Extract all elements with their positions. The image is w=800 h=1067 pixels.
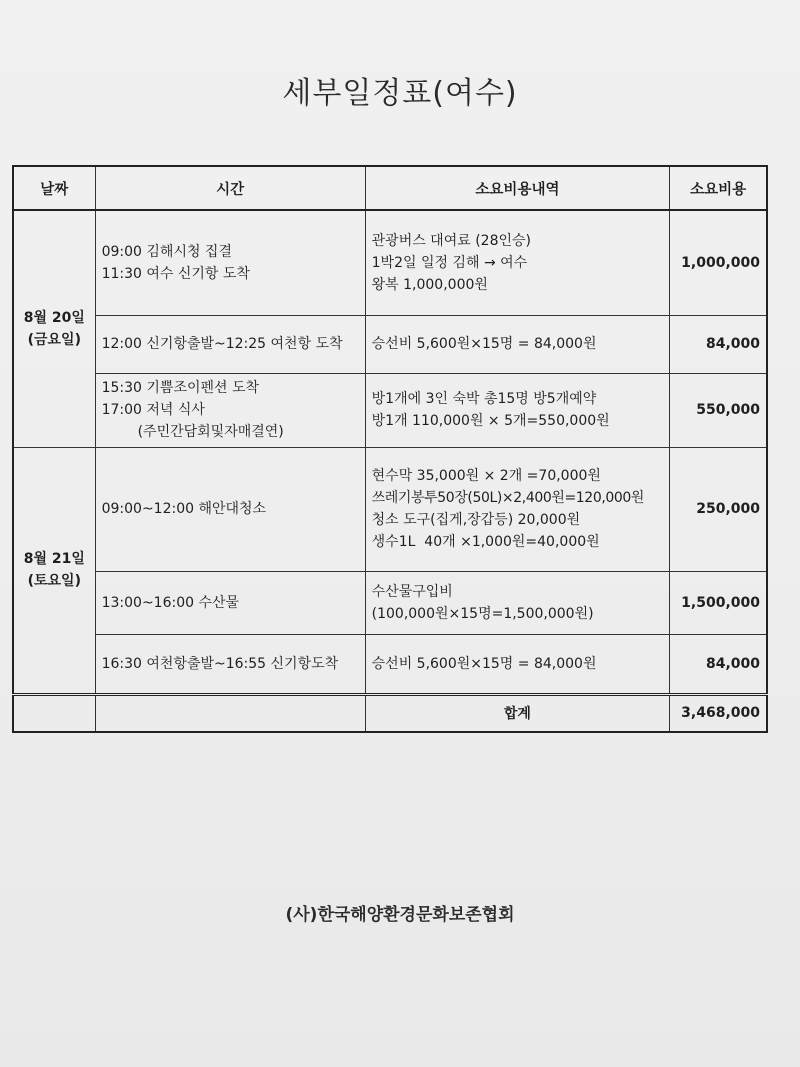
time-line: 11:30 여수 신기항 도착 [101, 265, 250, 282]
cost-line: 방1개에 3인 숙박 총15명 방5개예약 [371, 391, 597, 407]
time-line: 13:00~16:00 수산물 [101, 594, 240, 611]
time-cell [95, 447, 365, 571]
cost-detail-cell [365, 210, 670, 315]
header-time: 시간 [95, 166, 365, 210]
time-cell [95, 210, 365, 315]
table-row [13, 315, 767, 373]
cost-line: 청소 도구(집게,장갑등) 20,000원 [371, 512, 581, 528]
amount-cell: 1,000,000 [670, 210, 767, 315]
amount-cell: 550,000 [670, 373, 767, 447]
time-line: 16:30 여천항출발~16:55 신기항도착 [101, 655, 339, 672]
date-label: 8월 20일 [23, 309, 85, 326]
cost-line: (100,000원×15명=1,500,000원) [371, 605, 594, 622]
empty-cell [13, 694, 95, 732]
cost-line: 쓰레기봉투50장(50L)×2,400원=120,000원 [371, 490, 645, 506]
cost-line: 관광버스 대여료 (28인승) [371, 232, 531, 249]
time-line: 12:00 신기항출발~12:25 여천항 도착 [101, 336, 343, 352]
cost-line: 현수막 35,000원 × 2개 =70,000원 [371, 468, 601, 484]
time-line: 15:30 기쁨조이펜션 도착 [101, 380, 260, 396]
cost-line: 왕복 1,000,000원 [371, 276, 488, 293]
time-cell [95, 373, 365, 447]
date-cell-day2 [13, 447, 95, 694]
cost-line: 승선비 5,600원×15명 = 84,000원 [371, 655, 597, 672]
cost-line: 1박2일 일정 김해 → 여수 [371, 254, 528, 271]
cost-line: 승선비 5,600원×15명 = 84,000원 [371, 336, 597, 352]
table-row [13, 373, 767, 447]
header-cost-detail: 소요비용내역 [365, 166, 670, 210]
time-line: 09:00 김해시청 집결 [101, 243, 232, 260]
amount-cell: 84,000 [670, 634, 767, 694]
header-date: 날짜 [13, 166, 95, 210]
total-label: 합계 [365, 694, 670, 732]
cost-line: 방1개 110,000원 × 5개=550,000원 [371, 413, 610, 429]
amount-cell: 84,000 [670, 315, 767, 373]
cost-detail-cell [365, 447, 670, 571]
header-cost: 소요비용 [670, 166, 767, 210]
total-amount: 3,468,000 [670, 694, 767, 732]
empty-cell [95, 694, 365, 732]
table-row [13, 571, 767, 634]
time-line: 17:00 저녁 식사 [101, 402, 205, 418]
table-row [13, 634, 767, 694]
cost-line: 생수1L 40개 ×1,000원=40,000원 [371, 534, 600, 550]
time-cell [95, 634, 365, 694]
total-row [13, 694, 767, 732]
header-row [13, 166, 767, 210]
time-line: 09:00~12:00 해안대청소 [101, 501, 267, 517]
document-title: 세부일정표(여수) [282, 76, 518, 111]
time-cell [95, 571, 365, 634]
cost-detail-cell [365, 315, 670, 373]
organization-name: (사)한국해양환경문화보존협회 [285, 905, 515, 925]
amount-cell: 250,000 [670, 447, 767, 571]
amount-cell: 1,500,000 [670, 571, 767, 634]
table-row [13, 210, 767, 315]
table-row [13, 447, 767, 571]
schedule-table [12, 165, 768, 733]
cost-detail-cell [365, 373, 670, 447]
weekday-label: (금요일) [27, 331, 81, 348]
cost-detail-cell [365, 571, 670, 634]
time-cell [95, 315, 365, 373]
weekday-label: (토요일) [27, 573, 81, 589]
cost-line: 수산물구입비 [371, 583, 453, 600]
date-label: 8월 21일 [23, 551, 85, 567]
cost-detail-cell [365, 634, 670, 694]
time-note: (주민간담회및자매결연) [137, 424, 284, 440]
date-cell-day1 [13, 210, 95, 447]
